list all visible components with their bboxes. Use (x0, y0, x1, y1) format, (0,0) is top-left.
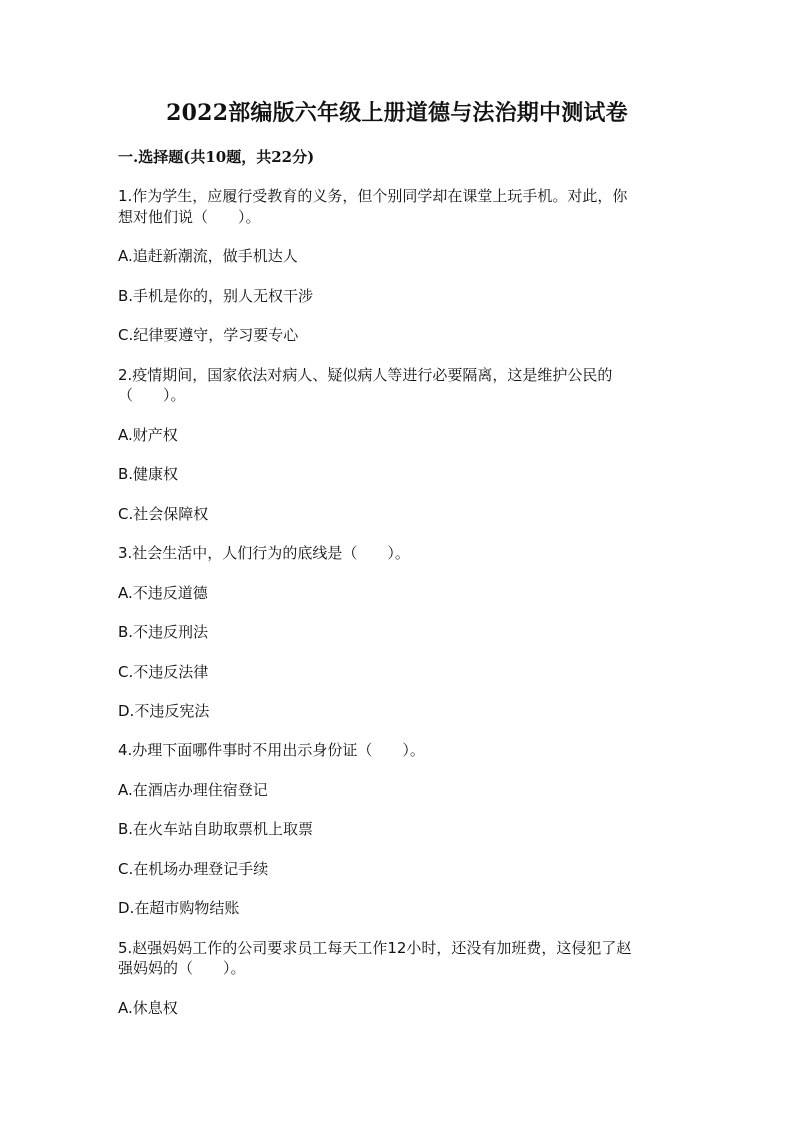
question-1-option-c: C.纪律要遵守，学习要专心 (118, 326, 299, 344)
question-4-option-d: D.在超市购物结账 (118, 899, 240, 917)
question-4-option-a: A.在酒店办理住宿登记 (118, 781, 268, 799)
question-4-option-c: C.在机场办理登记手续 (118, 860, 269, 878)
question-1-option-a: A.追赶新潮流，做手机达人 (118, 247, 298, 265)
question-1-stem-line-2: 想对他们说（ ）。 (118, 208, 261, 226)
question-5-option-a: A.休息权 (118, 999, 178, 1017)
question-3-option-a: A.不违反道德 (118, 584, 208, 602)
question-1-stem-line-1: 1.作为学生，应履行受教育的义务，但个别同学却在课堂上玩手机。对此，你 (118, 187, 628, 205)
question-5-stem-line-2: 强妈妈的（ ）。 (118, 959, 246, 977)
question-3-option-b: B.不违反刑法 (118, 623, 209, 641)
question-2-stem-line-2: （ ）。 (118, 386, 186, 404)
question-1-option-b: B.手机是你的，别人无权干涉 (118, 287, 314, 305)
question-2-option-b: B.健康权 (118, 465, 179, 483)
question-3-option-d: D.不违反宪法 (118, 702, 210, 720)
exam-title: 2022部编版六年级上册道德与法治期中测试卷 (166, 100, 628, 126)
question-3-option-c: C.不违反法律 (118, 663, 209, 681)
question-2-stem-line-1: 2.疫情期间，国家依法对病人、疑似病人等进行必要隔离，这是维护公民的 (118, 366, 613, 384)
section-heading: 一.选择题(共10题，共22分) (118, 148, 315, 166)
question-4-stem-line-1: 4.办理下面哪件事时不用出示身份证（ ）。 (118, 741, 425, 759)
question-2-option-c: C.社会保障权 (118, 505, 209, 523)
question-4-option-b: B.在火车站自助取票机上取票 (118, 820, 314, 838)
question-3-stem-line-1: 3.社会生活中，人们行为的底线是（ ）。 (118, 544, 410, 562)
question-5-stem-line-1: 5.赵强妈妈工作的公司要求员工每天工作12小时，还没有加班费，这侵犯了赵 (118, 939, 632, 957)
question-2-option-a: A.财产权 (118, 426, 178, 444)
